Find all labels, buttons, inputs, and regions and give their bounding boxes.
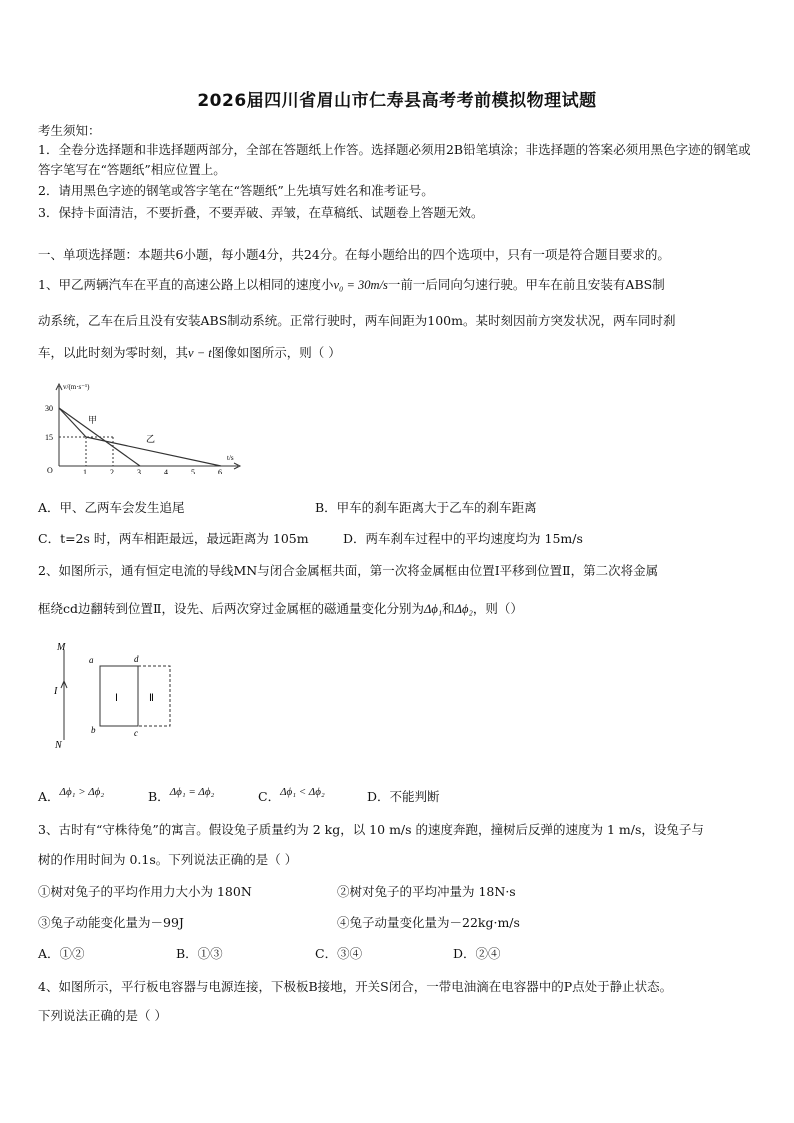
q1-v0-formula: v₀ = 30m/s	[333, 278, 388, 292]
y-axis-label: v/(m·s⁻¹)	[63, 383, 90, 391]
q1-text: 1、甲乙两辆汽车在平直的高速公路上以相同的速度小	[38, 277, 334, 292]
notice-item-2: 2．请用黑色字迹的钢笔或答字笔在“答题纸”上先填写姓名和准考证号。	[38, 183, 434, 198]
label-d: d	[134, 654, 139, 664]
q2-phi2: Δϕ₂	[454, 602, 473, 616]
label-yi: 乙	[146, 434, 156, 444]
q2-figure	[45, 636, 185, 756]
section-heading: 一、单项选择题：本题共6小题，每小题4分，共24分。在每小题给出的四个选项中，只有一项是符合题目要求的。	[38, 247, 670, 262]
label-m: M	[57, 642, 66, 653]
xtick-4: 4	[164, 468, 168, 474]
q3-option-c: C．③④	[315, 946, 363, 961]
q4-line-1: 4、如图所示，平行板电容器与电源连接，下极板B接地，开关S闭合，一带电油滴在电容器中的P点处于静止状态。	[38, 979, 673, 994]
q1-text: 车，以此时刻为零时刻，其	[38, 345, 189, 360]
q1-option-a: A．甲、乙两车会发生追尾	[38, 500, 185, 515]
q1-option-d: D．两车刹车过程中的平均速度均为 15m/s	[343, 531, 583, 546]
q2-option-a	[38, 787, 104, 808]
q1-option-c: C．t=2s 时，两车相距最远，最远距离为 105m	[38, 531, 309, 546]
option-formula: Δϕ₁ > Δϕ₂	[59, 786, 105, 798]
q1-vt-graph	[38, 378, 248, 474]
xtick-5: 5	[191, 468, 195, 474]
notice-item-3: 3．保持卡面清洁，不要折叠，不要弄破、弄皱，在草稿纸、试题卷上答题无效。	[38, 205, 484, 220]
q1-vt-formula: v − t	[188, 346, 212, 360]
q3-statement-1: ①树对兔子的平均作用力大小为 180N	[38, 884, 252, 899]
q2-line-2	[38, 599, 523, 619]
q3-statement-4: ④兔子动量变化量为－22kg·m/s	[337, 915, 520, 930]
q2-option-b	[148, 787, 214, 808]
notice-heading: 考生须知：	[38, 123, 101, 138]
q3-line-1: 3、古时有“守株待兔”的寓言。假设兔子质量约为 2 kg，以 10 m/s 的速度奔跑，撞树后反弹的速度为 1 m/s，设兔子与	[38, 822, 704, 837]
q4-line-2: 下列说法正确的是（ ）	[38, 1008, 167, 1023]
option-formula: Δϕ₁ = Δϕ₂	[169, 786, 215, 798]
q1-line-3	[38, 343, 341, 363]
q2-text: 和	[442, 601, 455, 616]
xtick-2: 2	[110, 468, 114, 474]
label-position-1: Ⅰ	[115, 693, 118, 704]
label-b: b	[91, 725, 96, 735]
option-label: B．	[148, 789, 170, 804]
option-label: C．	[258, 789, 281, 804]
q3-line-2: 树的作用时间为 0.1s。下列说法正确的是（ ）	[38, 852, 298, 867]
label-n: N	[55, 740, 62, 751]
q1-text: 图像如图所示，则（ ）	[211, 345, 341, 360]
q1-text: 一前一后同向匀速行驶。甲车在前且安装有ABS制	[387, 277, 665, 292]
label-position-2: Ⅱ	[149, 693, 154, 704]
q2-text: ，则（）	[472, 601, 523, 616]
label-jia: 甲	[88, 415, 98, 425]
q3-option-a: A．①②	[38, 946, 85, 961]
frame-position-1	[100, 666, 138, 726]
xtick-6: 6	[218, 468, 222, 474]
label-a: a	[89, 655, 94, 665]
q2-option-c	[258, 787, 325, 808]
q3-option-d: D．②④	[453, 946, 501, 961]
q1-line-1	[38, 275, 665, 295]
ytick-15: 15	[45, 433, 53, 442]
q2-line-1: 2、如图所示，通有恒定电流的导线MN与闭合金属框共面，第一次将金属框由位置Ⅰ平移到位置Ⅱ，第二次将金属	[38, 563, 659, 578]
frame-position-2	[138, 666, 170, 726]
label-current: I	[54, 686, 58, 697]
notice-item-1: 1．全卷分选择题和非选择题两部分，全部在答题纸上作答。选择题必须用2B铅笔填涂；非选择题的答案必须用黑色字迹的钢笔或答字笔写在“答题纸”相应位置上。	[38, 142, 751, 177]
option-formula: Δϕ₁ < Δϕ₂	[280, 786, 325, 798]
xtick-3: 3	[137, 468, 141, 474]
xtick-1: 1	[83, 468, 87, 474]
q3-statement-3: ③兔子动能变化量为－99J	[38, 915, 184, 930]
page-title: 2026届四川省眉山市仁寿县高考考前模拟物理试题	[197, 91, 597, 111]
q2-option-d: D．不能判断	[367, 789, 440, 804]
q1-line-2: 动系统，乙车在后且没有安装ABS制动系统。正常行驶时，两车间距为100m。某时刻因前方突发状况，两车同时刹	[38, 313, 676, 328]
ytick-30: 30	[45, 404, 53, 413]
x-axis-label: t/s	[227, 454, 234, 462]
origin-label: O	[47, 466, 53, 474]
option-label: A．	[38, 789, 60, 804]
label-c: c	[134, 728, 138, 738]
line-yi-segment-1	[59, 408, 86, 437]
q3-option-b: B．①③	[176, 946, 223, 961]
q2-phi1: Δϕ₁	[424, 602, 443, 616]
q2-text: 框绕cd边翻转到位置Ⅱ，设先、后两次穿过金属框的磁通量变化分别为	[38, 601, 424, 616]
q1-option-b: B．甲车的刹车距离大于乙车的刹车距离	[315, 500, 537, 515]
q3-statement-2: ②树对兔子的平均冲量为 18N·s	[337, 884, 516, 899]
